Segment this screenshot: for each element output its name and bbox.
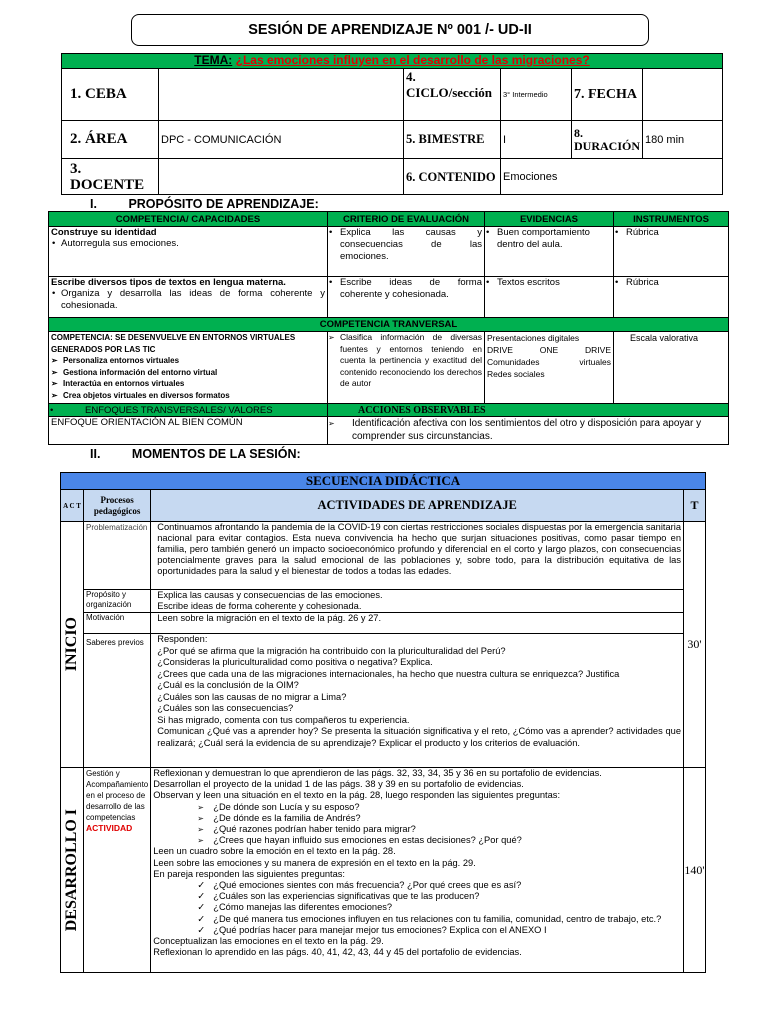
section-1-title: PROPÓSITO DE APRENDIZAJE: [128,197,319,211]
saberes-line: Responden: [157,634,208,644]
enfoque-row [49,417,729,445]
section-2-title: MOMENTOS DE LA SESIÓN: [131,447,301,461]
area-value: DPC - COMUNICACIÓN [159,121,404,159]
fecha-label: 7. FECHA [572,69,643,121]
bimestre-label: 5. BIMESTRE [404,121,501,159]
contenido-label: 6. CONTENIDO [404,159,501,195]
desarrollo-check: ✓ ¿Cuáles son las experiencias significativas que te las producen? [153,891,681,902]
competencia-cell [49,227,328,277]
transversal-title: COMPETENCIA: SE DESENVUELVE EN ENTORNOS VIRTUALES GENERADOS POR LAS TIC [51,333,296,354]
enfoque-cell: ENFOQUE ORIENTACIÓN AL BIEN COMÚN [49,417,328,445]
desarrollo-check: ✓ ¿De qué manera tus emociones influyen en tus relaciones con tu familia, comunidad, centro de trabajo, etc.? [153,914,681,925]
instrumento-cell: • Rúbrica [614,277,729,318]
gestion-cell [84,768,151,973]
area-label: 2. ÁREA [62,121,159,159]
desarrollo-check: ✓ ¿Qué emociones sientes con más frecuencia? ¿Por qué crees que es así? [153,880,681,891]
docente-label: 3. DOCENTE [62,159,159,195]
saberes-line: ¿Cuál es la conclusión de la OIM? [157,680,299,690]
ceba-value [159,69,404,121]
saberes-line: ¿Por qué se afirma que la migración ha contribuido con la pluriculturalidad del Perú? [157,645,506,656]
duracion-value: 180 min [643,121,723,159]
transversal-item: ➢ Gestiona información del entorno virtual [51,367,325,379]
tema-row [62,54,723,69]
saberes-line: ¿Cuáles son las causas de no migrar a Lima? [157,691,347,702]
gestion-activity: ACTIVIDAD [86,823,133,833]
col-procesos: Procesos pedagógicos [84,490,151,522]
col-t: T [684,490,706,522]
desarrollo-question: ➢ ¿Qué razones podrían haber tenido para migrar? [153,824,681,835]
saberes-line: Comunican ¿Qué vas a aprender hoy? Se presenta la situación significativa y el reto, ¿Cómo vas a aprender? actividades que realizará; ¿Cuál será la evidencia de su aprendizaje? Explicar el producto y los criterios de evaluación. [157,726,681,748]
transversal-competencia-cell [49,332,328,404]
session-title: SESIÓN DE APRENDIZAJE Nº 001 /- UD-II [131,14,649,46]
saberes-line: Si has migrado, comenta con tus compañeros tu experiencia. [157,714,410,725]
competencia-cell [49,277,328,318]
desarrollo-activities [151,768,684,973]
header-evidencias: EVIDENCIAS [485,212,614,227]
criterio-cell: • Explica las causas y consecuencias de las emociones. [328,227,485,277]
proposito-label: Propósito y organización [84,590,151,613]
desarrollo-line: Observan y leen una situación en el texto en la pág. 28, luego responden las siguientes preguntas: [153,790,561,801]
transversal-item: ➢ Personaliza entornos virtuales [51,355,325,367]
gestion-label: Gestión y Acompañamiento en el proceso de desarrollo de las competencias [86,769,149,822]
motivacion-label: Motivación [84,613,151,634]
col-actividades: ACTIVIDADES DE APRENDIZAJE [151,490,684,522]
ciclo-label: 4. CICLO/sección [404,69,501,121]
capacidad-item: • Organiza y desarrolla las ideas de forma coherente y cohesionada. [51,288,325,312]
header-criterio: CRITERIO DE EVALUACIÓN [328,212,485,227]
inicio-cell [61,522,84,768]
proposito-row [49,227,729,277]
capacidad-item: • Autorregula sus emociones. [51,238,325,249]
proposito-table [48,211,729,445]
fecha-value [643,69,723,121]
proposito-line: Explica las causas y consecuencias de las emociones. [157,590,383,600]
transversal-evidencia: DRIVE ONE DRIVE [487,345,611,355]
transversal-header: COMPETENCIA TRANVERSAL [49,318,729,332]
transversal-evidencia: Comunidades virtuales [487,357,611,367]
saberes-line: ¿Cuáles son las consecuencias? [157,703,294,713]
desarrollo-line: Conceptualizan las emociones en el texto en la pág. 29. [153,936,384,947]
enfoques-header-label: ENFOQUES TRANSVERSALES/ VALORES [85,404,273,416]
section-2-num: II. [90,447,101,461]
criterio-cell: • Escribe ideas de forma coherente y cohesionada. [328,277,485,318]
problematizacion-label: Problematización [84,522,151,590]
acciones-header: ACCIONES OBSERVABLES [328,404,729,417]
section-1-heading [90,197,319,211]
proposito-line: Escribe ideas de forma coherente y cohesionada. [157,601,362,611]
desarrollo-question: ➢ ¿De dónde es la familia de Andrés? [153,813,681,824]
header-instrumentos: INSTRUMENTOS [614,212,729,227]
transversal-evidencia: Redes sociales [487,369,545,379]
saberes-cell [151,634,684,768]
inicio-label: INICIO [63,617,80,672]
competencia-title: Construye su identidad [51,227,157,238]
motivacion-text: Leen sobre la migración en el texto de la pág. 26 y 27. [151,613,684,634]
evidencia-cell: • Buen comportamiento dentro del aula. [485,227,614,277]
ceba-label: 1. CEBA [62,69,159,121]
proposito-cell [151,590,684,613]
accion-cell: ➢ Identificación afectiva con los sentimientos del otro y disposición para apoyar y comprender sus circunstancias. [328,417,729,445]
transversal-criterio: ➢ Clasifica información de diversas fuentes y entornos teniendo en cuenta la pertinencia y exactitud del contenido reconociendo los derechos de autor [328,332,485,404]
col-act: A C T [61,490,84,522]
transversal-evidencias [485,332,614,404]
desarrollo-line: Desarrollan el proyecto de la unidad 1 de las págs. 38 y 39 en su portafolio de evidencias. [153,779,524,790]
desarrollo-question: ➢ ¿De dónde son Lucía y su esposo? [153,802,681,813]
desarrollo-label: DESARROLLO I [63,808,80,932]
transversal-evidencia: Presentaciones digitales [487,333,580,343]
enfoques-header [49,404,328,417]
section-1-num: I. [90,197,97,211]
header-competencia: COMPETENCIA/ CAPACIDADES [49,212,328,227]
desarrollo-check: ✓ ¿Cómo manejas las diferentes emociones? [153,902,681,913]
transversal-item: ➢ Crea objetos virtuales en diversos formatos [51,390,325,402]
info-table [61,53,723,195]
duracion-label: 8. DURACIÓN [572,121,643,159]
transversal-instrumento: Escala valorativa [614,332,729,404]
desarrollo-line: En pareja responden las siguientes preguntas: [153,868,346,879]
contenido-value: Emociones [501,159,723,195]
secuencia-title: SECUENCIA DIDÁCTICA [61,473,706,490]
instrumento-cell: • Rúbrica [614,227,729,277]
bimestre-value: I [501,121,572,159]
desarrollo-check: ✓ ¿Qué podrías hacer para manejar mejor tus emociones? Explica con el ANEXO I [153,925,681,936]
desarrollo-line: Leen un cuadro sobre la emoción en el texto en la pág. 28. [153,846,396,857]
desarrollo-line: Reflexionan y demuestran lo que aprendieron de las págs. 32, 33, 34, 35 y 36 en su portafolio de evidencias. [153,768,602,778]
evidencia-cell: • Textos escritos [485,277,614,318]
secuencia-table [60,472,706,973]
desarrollo-cell [61,768,84,973]
desarrollo-line: Reflexionan lo aprendido en las págs. 40, 41, 42, 43, 44 y 45 del portafolio de evidencias. [153,947,522,958]
section-2-heading [90,447,301,461]
ciclo-value: 3° Intermedio [501,69,572,121]
transversal-row [49,332,729,404]
saberes-label: Saberes previos [84,634,151,768]
docente-value [159,159,404,195]
competencia-title: Escribe diversos tipos de textos en lengua materna. [51,277,286,288]
saberes-line: ¿Crees que cada una de las migraciones internacionales, ha hecho que nuestra cultura se enriquezca? Justifica [157,668,620,679]
proposito-row [49,277,729,318]
saberes-line: ¿Consideras la pluriculturalidad como positiva o negativa? Explica. [157,657,433,667]
transversal-item: ➢ Interactúa en entornos virtuales [51,378,325,390]
desarrollo-line: Leen sobre las emociones y su manera de expresión en el texto en la pág. 29. [153,857,476,868]
inicio-time: 30' [684,522,706,768]
problematizacion-text: Continuamos afrontando la pandemia de la COVID-19 con ciertas restricciones sociales dispuestas por la emergencia sanitaria nacional para evitar contagios. Esta nueva convivencia ha hecho que surjan situaciones positivas, como pasar tiempo en familia, pero también generó un impacto socioeconómico profundo y diferencial en el corto y largo plazos, con consecuencias potencialmente graves para la salud emocional de las poblaciones y, sobre todo, para la distribución equitativa de las oportunidades para la salud y el bienestar de todos a todas las edades. [151,522,684,590]
tema-label: TEMA: [194,53,233,67]
desarrollo-time: 140' [684,768,706,973]
tema-text: ¿Las emociones influyen en el desarrollo de las migraciones? [235,53,590,67]
desarrollo-question: ➢ ¿Crees que hayan influido sus emociones en estas decisiones? ¿Por qué? [153,835,681,846]
